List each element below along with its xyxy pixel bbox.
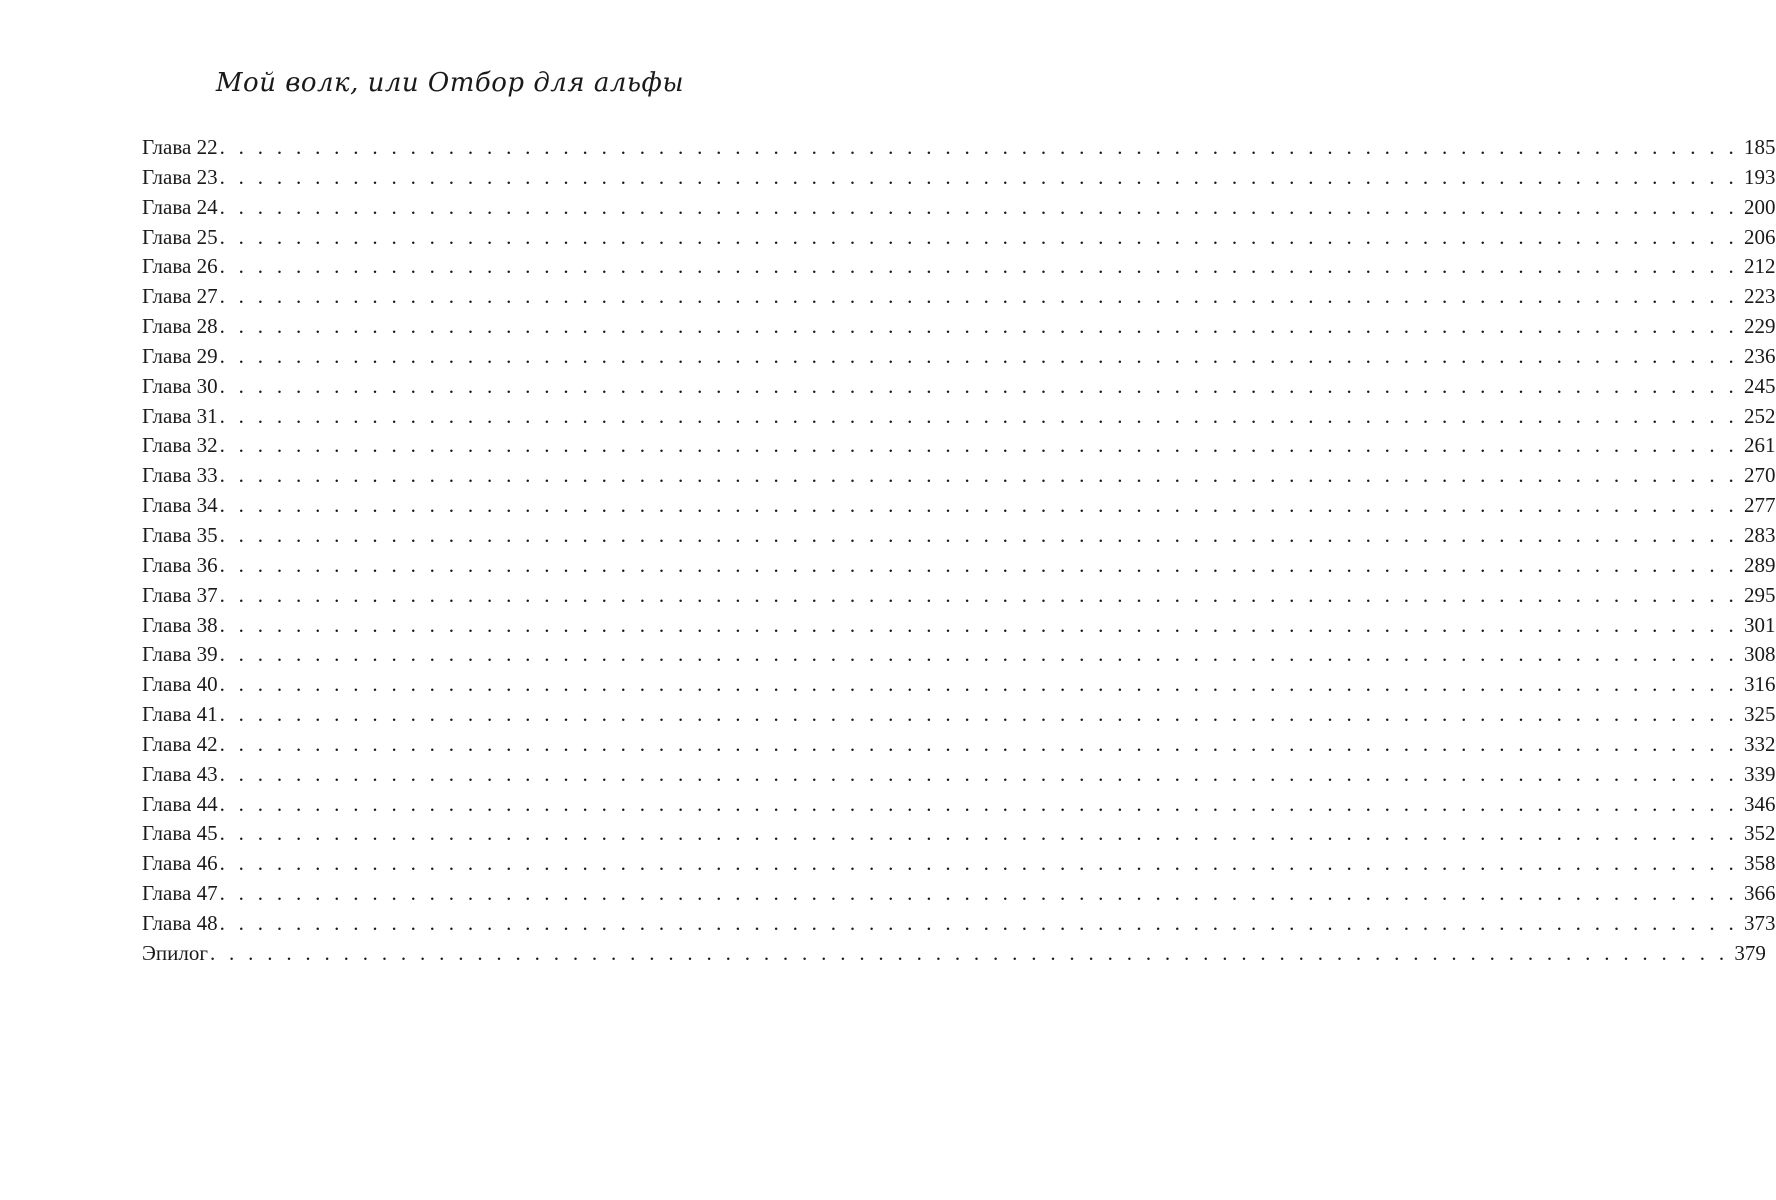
toc-entry	[142, 790, 1776, 820]
toc-entry-label: Глава 31	[142, 403, 218, 428]
toc-entry-page-number: 283	[1744, 522, 1776, 547]
toc-entry-label: Глава 35	[142, 522, 218, 547]
toc-entry-page-number: 346	[1744, 791, 1776, 816]
toc-dot-leader: . . . . . . . . . . . . . . . . . . . . . . . . . . . . . . . . . . . . . . . . . . . . . . . . . . . . . . . . . . . . . . . . . . . . . . . . . . . . . . . .	[219, 493, 1739, 518]
toc-dot-leader: . . . . . . . . . . . . . . . . . . . . . . . . . . . . . . . . . . . . . . . . . . . . . . . . . . . . . . . . . . . . . . . . . . . . . . . . . . . . . . . .	[219, 224, 1739, 249]
toc-entry-page-number: 245	[1744, 373, 1776, 398]
toc-dot-leader: . . . . . . . . . . . . . . . . . . . . . . . . . . . . . . . . . . . . . . . . . . . . . . . . . . . . . . . . . . . . . . . . . . . . . . . . . . . . . . . .	[219, 522, 1739, 547]
toc-dot-leader: . . . . . . . . . . . . . . . . . . . . . . . . . . . . . . . . . . . . . . . . . . . . . . . . . . . . . . . . . . . . . . . . . . . . . . . . . . . . . . . .	[219, 910, 1739, 935]
toc-dot-leader: . . . . . . . . . . . . . . . . . . . . . . . . . . . . . . . . . . . . . . . . . . . . . . . . . . . . . . . . . . . . . . . . . . . . . . . . . . . . . . . .	[219, 135, 1739, 159]
toc-entry	[142, 849, 1776, 879]
toc-entry-page-number: 316	[1744, 672, 1776, 697]
toc-entry-page-number: 270	[1744, 463, 1776, 488]
toc-entry-label: Глава 37	[142, 582, 218, 607]
toc-entry-page-number: 379	[1734, 940, 1766, 965]
toc-entry-page-number: 301	[1744, 612, 1776, 637]
toc-entry-label: Глава 42	[142, 731, 218, 756]
toc-entry-page-number: 352	[1744, 821, 1776, 846]
toc-entry	[142, 611, 1776, 641]
toc-entry-label: Глава 25	[142, 224, 218, 249]
toc-entry	[142, 909, 1776, 939]
toc-dot-leader: . . . . . . . . . . . . . . . . . . . . . . . . . . . . . . . . . . . . . . . . . . . . . . . . . . . . . . . . . . . . . . . . . . . . . . . . . . . . . . . .	[219, 642, 1739, 667]
toc-dot-leader: . . . . . . . . . . . . . . . . . . . . . . . . . . . . . . . . . . . . . . . . . . . . . . . . . . . . . . . . . . . . . . . . . . . . . . . . . . . . . . . .	[219, 881, 1739, 906]
toc-entry-label: Глава 32	[142, 433, 218, 458]
toc-entry-page-number: 373	[1744, 910, 1776, 935]
toc-entry-page-number: 339	[1744, 761, 1776, 786]
toc-entry	[142, 402, 1776, 432]
toc-entry-label: Глава 46	[142, 851, 218, 876]
toc-entry-page-number: 277	[1744, 493, 1776, 518]
toc-dot-leader: . . . . . . . . . . . . . . . . . . . . . . . . . . . . . . . . . . . . . . . . . . . . . . . . . . . . . . . . . . . . . . . . . . . . . . . . . . . . . . . .	[219, 343, 1739, 368]
toc-entry-label: Эпилог	[142, 940, 208, 965]
toc-dot-leader: . . . . . . . . . . . . . . . . . . . . . . . . . . . . . . . . . . . . . . . . . . . . . . . . . . . . . . . . . . . . . . . . . . . . . . . . . . . . . . . .	[219, 314, 1739, 339]
toc-dot-leader: . . . . . . . . . . . . . . . . . . . . . . . . . . . . . . . . . . . . . . . . . . . . . . . . . . . . . . . . . . . . . . . . . . . . . . . . . . . . . . . .	[219, 254, 1739, 279]
toc-entry-label: Глава 40	[142, 672, 218, 697]
toc-entry-page-number: 206	[1744, 224, 1776, 249]
toc-entry	[142, 760, 1776, 790]
toc-dot-leader: . . . . . . . . . . . . . . . . . . . . . . . . . . . . . . . . . . . . . . . . . . . . . . . . . . . . . . . . . . . . . . . . . . . . . . . . . . . . . . . .	[219, 463, 1739, 488]
toc-entry-label: Глава 38	[142, 612, 218, 637]
toc-entry-page-number: 193	[1744, 164, 1776, 189]
toc-entry	[142, 193, 1776, 223]
toc-entry-page-number: 332	[1744, 731, 1776, 756]
toc-entry-page-number: 229	[1744, 314, 1776, 339]
toc-entry	[142, 700, 1776, 730]
toc-dot-leader: . . . . . . . . . . . . . . . . . . . . . . . . . . . . . . . . . . . . . . . . . . . . . . . . . . . . . . . . . . . . . . . . . . . . . . . . . . . . . . . .	[219, 821, 1739, 846]
toc-entry	[142, 879, 1776, 909]
toc-entry-label: Глава 47	[142, 881, 218, 906]
running-head-title: Мой волк, или Отбор для альфы	[215, 68, 685, 98]
table-of-contents	[142, 133, 1776, 969]
toc-entry-label: Глава 41	[142, 702, 218, 727]
toc-entry-page-number: 308	[1744, 642, 1776, 667]
toc-entry	[142, 163, 1776, 193]
toc-entry-page-number: 185	[1744, 135, 1776, 159]
toc-entry	[142, 282, 1776, 312]
toc-entry-label: Глава 28	[142, 314, 218, 339]
toc-entry-label: Глава 43	[142, 761, 218, 786]
toc-dot-leader: . . . . . . . . . . . . . . . . . . . . . . . . . . . . . . . . . . . . . . . . . . . . . . . . . . . . . . . . . . . . . . . . . . . . . . . . . . . . . . . .	[219, 791, 1739, 816]
toc-dot-leader: . . . . . . . . . . . . . . . . . . . . . . . . . . . . . . . . . . . . . . . . . . . . . . . . . . . . . . . . . . . . . . . . . . . . . . . . . . . . . . . .	[219, 373, 1739, 398]
toc-entry	[142, 312, 1776, 342]
toc-entry-label: Глава 44	[142, 791, 218, 816]
toc-entry	[142, 640, 1776, 670]
toc-entry-page-number: 252	[1744, 403, 1776, 428]
toc-entry-page-number: 236	[1744, 343, 1776, 368]
toc-dot-leader: . . . . . . . . . . . . . . . . . . . . . . . . . . . . . . . . . . . . . . . . . . . . . . . . . . . . . . . . . . . . . . . . . . . . . . . . . . . . . . . .	[219, 552, 1739, 577]
toc-entry-label: Глава 36	[142, 552, 218, 577]
toc-entry-page-number: 325	[1744, 702, 1776, 727]
toc-dot-leader: . . . . . . . . . . . . . . . . . . . . . . . . . . . . . . . . . . . . . . . . . . . . . . . . . . . . . . . . . . . . . . . . . . . . . . . . . . . . . . . .	[219, 612, 1739, 637]
toc-entry-label: Глава 26	[142, 254, 218, 279]
toc-entry-page-number: 366	[1744, 881, 1776, 906]
toc-entry-label: Глава 22	[142, 135, 218, 159]
toc-dot-leader: . . . . . . . . . . . . . . . . . . . . . . . . . . . . . . . . . . . . . . . . . . . . . . . . . . . . . . . . . . . . . . . . . . . . . . . . . . . . . . . .	[219, 403, 1739, 428]
toc-entry	[142, 670, 1776, 700]
toc-dot-leader: . . . . . . . . . . . . . . . . . . . . . . . . . . . . . . . . . . . . . . . . . . . . . . . . . . . . . . . . . . . . . . . . . . . . . . . . . . . . . . . .	[209, 940, 1729, 965]
toc-entry	[142, 551, 1776, 581]
toc-entry-page-number: 289	[1744, 552, 1776, 577]
toc-entry-label: Глава 30	[142, 373, 218, 398]
toc-entry-label: Глава 34	[142, 493, 218, 518]
toc-entry-page-number: 295	[1744, 582, 1776, 607]
toc-entry	[142, 342, 1776, 372]
toc-entry-page-number: 212	[1744, 254, 1776, 279]
toc-dot-leader: . . . . . . . . . . . . . . . . . . . . . . . . . . . . . . . . . . . . . . . . . . . . . . . . . . . . . . . . . . . . . . . . . . . . . . . . . . . . . . . .	[219, 851, 1739, 876]
toc-entry-label: Глава 48	[142, 910, 218, 935]
toc-entry-page-number: 261	[1744, 433, 1776, 458]
toc-entry	[142, 372, 1776, 402]
toc-entry-page-number: 358	[1744, 851, 1776, 876]
toc-entry	[142, 730, 1776, 760]
toc-entry-label: Глава 39	[142, 642, 218, 667]
toc-entry	[142, 939, 1766, 969]
toc-dot-leader: . . . . . . . . . . . . . . . . . . . . . . . . . . . . . . . . . . . . . . . . . . . . . . . . . . . . . . . . . . . . . . . . . . . . . . . . . . . . . . . .	[219, 433, 1739, 458]
toc-entry	[142, 521, 1776, 551]
toc-entry	[142, 252, 1776, 282]
toc-entry	[142, 461, 1776, 491]
toc-entry	[142, 223, 1776, 253]
toc-entry-page-number: 223	[1744, 284, 1776, 309]
toc-entry-label: Глава 45	[142, 821, 218, 846]
toc-entry-label: Глава 27	[142, 284, 218, 309]
toc-dot-leader: . . . . . . . . . . . . . . . . . . . . . . . . . . . . . . . . . . . . . . . . . . . . . . . . . . . . . . . . . . . . . . . . . . . . . . . . . . . . . . . .	[219, 761, 1739, 786]
toc-entry	[142, 491, 1776, 521]
toc-entry-label: Глава 23	[142, 164, 218, 189]
toc-dot-leader: . . . . . . . . . . . . . . . . . . . . . . . . . . . . . . . . . . . . . . . . . . . . . . . . . . . . . . . . . . . . . . . . . . . . . . . . . . . . . . . .	[219, 731, 1739, 756]
toc-dot-leader: . . . . . . . . . . . . . . . . . . . . . . . . . . . . . . . . . . . . . . . . . . . . . . . . . . . . . . . . . . . . . . . . . . . . . . . . . . . . . . . .	[219, 672, 1739, 697]
toc-entry	[142, 819, 1776, 849]
toc-entry-label: Глава 33	[142, 463, 218, 488]
toc-entry	[142, 581, 1776, 611]
toc-dot-leader: . . . . . . . . . . . . . . . . . . . . . . . . . . . . . . . . . . . . . . . . . . . . . . . . . . . . . . . . . . . . . . . . . . . . . . . . . . . . . . . .	[219, 284, 1739, 309]
toc-entry-label: Глава 29	[142, 343, 218, 368]
toc-entry-page-number: 200	[1744, 194, 1776, 219]
toc-entry	[142, 133, 1776, 163]
toc-dot-leader: . . . . . . . . . . . . . . . . . . . . . . . . . . . . . . . . . . . . . . . . . . . . . . . . . . . . . . . . . . . . . . . . . . . . . . . . . . . . . . . .	[219, 702, 1739, 727]
toc-dot-leader: . . . . . . . . . . . . . . . . . . . . . . . . . . . . . . . . . . . . . . . . . . . . . . . . . . . . . . . . . . . . . . . . . . . . . . . . . . . . . . . .	[219, 164, 1739, 189]
toc-entry	[142, 431, 1776, 461]
toc-entry-label: Глава 24	[142, 194, 218, 219]
toc-dot-leader: . . . . . . . . . . . . . . . . . . . . . . . . . . . . . . . . . . . . . . . . . . . . . . . . . . . . . . . . . . . . . . . . . . . . . . . . . . . . . . . .	[219, 582, 1739, 607]
toc-dot-leader: . . . . . . . . . . . . . . . . . . . . . . . . . . . . . . . . . . . . . . . . . . . . . . . . . . . . . . . . . . . . . . . . . . . . . . . . . . . . . . . .	[219, 194, 1739, 219]
